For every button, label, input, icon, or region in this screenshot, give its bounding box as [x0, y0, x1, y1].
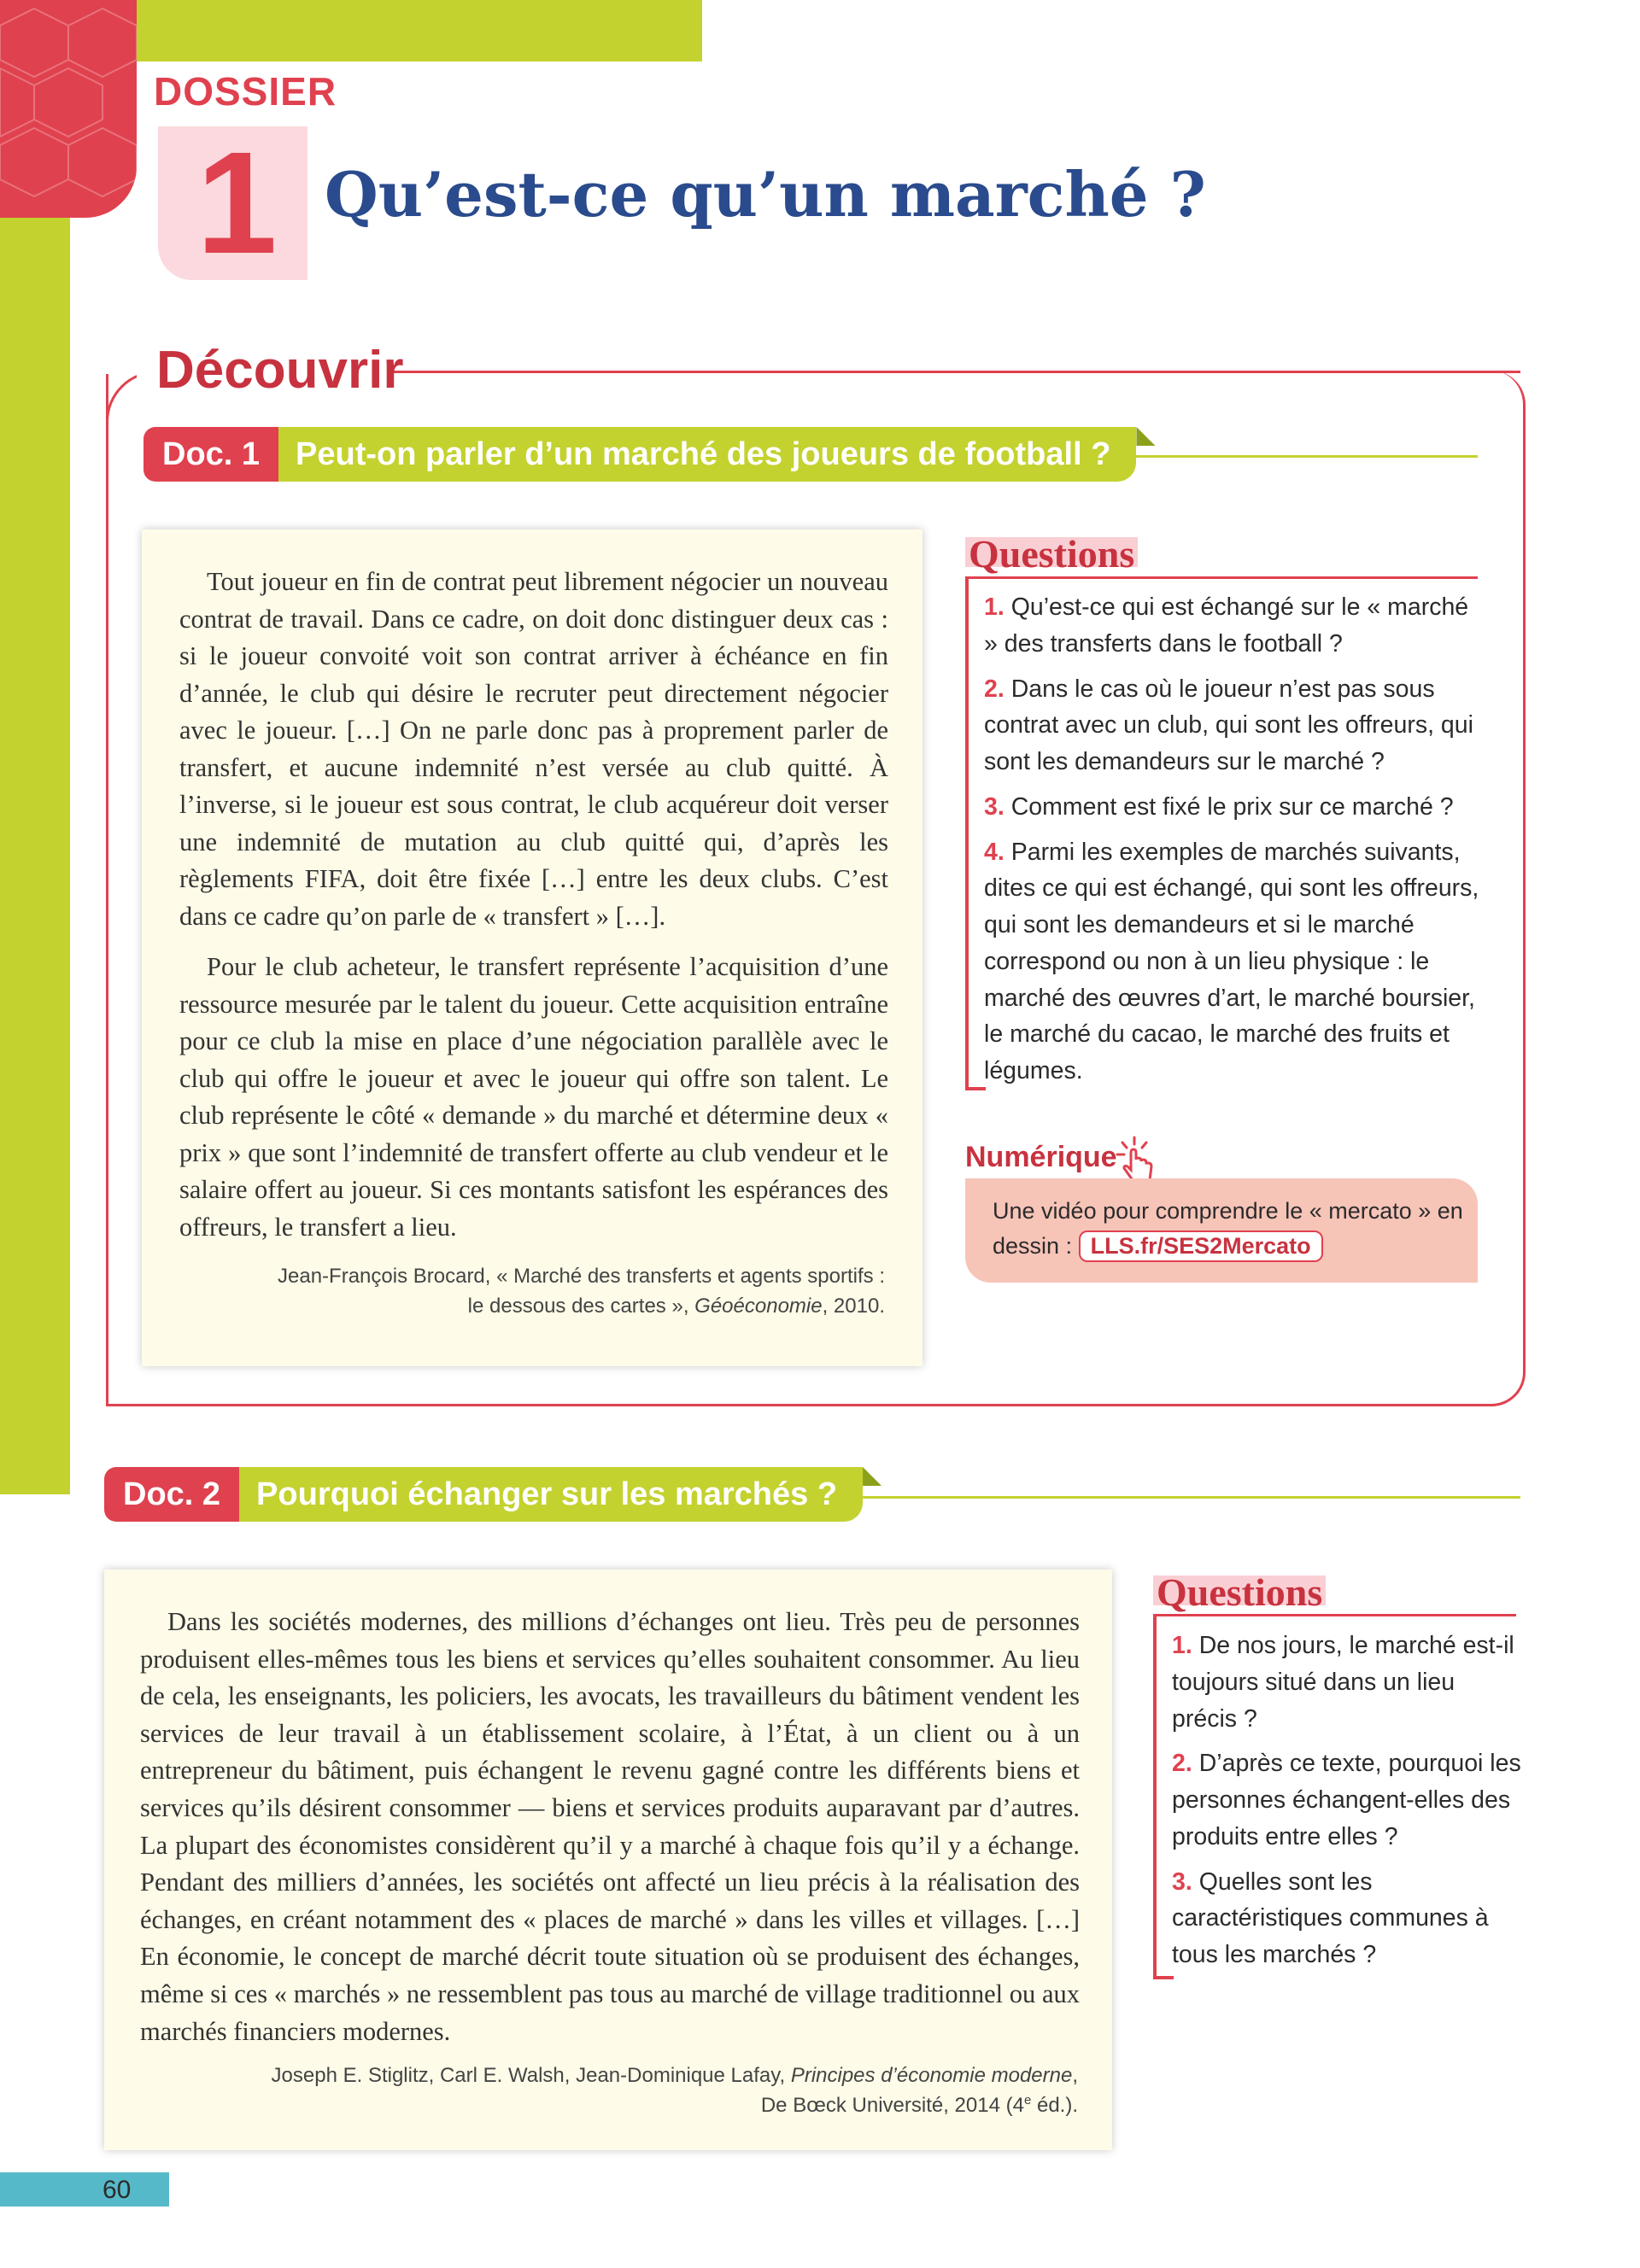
doc1-source: Jean-François Brocard, « Marché des transferts et agents sportifs : le dessous des cartes », Géoéconomie, 2010. [278, 1265, 885, 1318]
page-title: Qu’est-ce qu’un marché ? [325, 158, 1206, 231]
section-title-decouvrir: Découvrir [156, 341, 404, 400]
page-number-tab [0, 2172, 169, 2207]
tap-hand-icon [1110, 1134, 1162, 1185]
numerique-box [965, 1178, 1478, 1283]
dossier-label: DOSSIER [154, 69, 337, 114]
dossier-number: 1 [196, 122, 278, 284]
doc2-questions-list [1172, 1628, 1522, 1982]
doc2-paragraph: Dans les sociétés modernes, des millions d’échanges ont lieu. Très peu de personnes produisent elles-mêmes tous les biens et services qu’elles souhaitent consommer. Au lieu de cela, les enseignants, les policiers, les avocats, les travailleurs du bâtiment vendent les services de leur travail à un établissement scolaire, à l’État, à un client ou à un entrepreneur du bâtiment, puis échangent le revenu gagné contre les différents biens et services qu’ils désirent consommer — biens et services produits auparavant par d’autres. La plupart des économistes considèrent qu’il y a marché à chaque fois qu’il y a échange. Pendant des milliers d’années, les sociétés ont affecté un lieu précis à la réalisation des échanges, en créant notamment des « places de marché » dans les villes et villages. […] En économie, le concept de marché décrit toute situation où se produisent des échanges, même si ces « marchés » ne ressemblent pas tous au marché de village traditionnel ou aux marchés financiers modernes. [140, 1607, 1080, 2046]
question-item: 4. Parmi les exemples de marchés suivants, dites ce qui est échangé, qui sont les offreurs, qui sont les demandeurs et si le marché correspond ou non à un lieu physique : le marché des œuvres d’art, le marché boursier, le marché du cacao, le marché des fruits et légumes. [984, 838, 1479, 1084]
doc1-paragraph: Tout joueur en fin de contrat peut librement négocier un nouveau contrat de travail. Dans ce cadre, on doit donc distinguer deux cas : si le joueur convoité voit son contrat arriver à échéance en fin d’année, le club qui désire le recruter peut directement négocier avec le joueur. […] On ne parle donc pas à proprement parler de transfert, et aucune indemnité n’est versée au club quitté. À l’inverse, si le joueur est sous contrat, le club acquéreur doit verser une indemnité de mutation au club quitté qui, d’après les règlements FIFA, doit être fixée […] entre les deux clubs. C’est dans ce cadre qu’on parle de « transfert » […]. [179, 567, 888, 931]
top-green-bar [70, 0, 702, 61]
mercato-video-link[interactable]: LLS.fr/SES2Mercato [1079, 1230, 1323, 1263]
doc2-textbox [104, 1569, 1112, 2150]
question-item: 3. Quelles sont les caractéristiques communes à tous les marchés ? [1172, 1868, 1489, 1968]
decouvrir-line [393, 371, 1520, 373]
doc2-number: Doc. 2 [104, 1467, 239, 1522]
doc1-questions-list [984, 589, 1488, 1098]
doc2-questions-heading-wrap [1153, 1569, 1326, 1615]
doc1-banner [144, 427, 1155, 482]
doc1-questions-heading-wrap [965, 531, 1138, 576]
doc1-number: Doc. 1 [144, 427, 278, 482]
doc2-rule [854, 1496, 1520, 1499]
question-item: 2. D’après ce texte, pourquoi les personnes échangent-elles des produits entre elles ? [1172, 1750, 1521, 1850]
page-number: 60 [102, 2176, 132, 2204]
doc2-title: Pourquoi échanger sur les marchés ? [239, 1467, 863, 1522]
red-corner-tab [0, 0, 137, 218]
question-item: 3. Comment est fixé le prix sur ce marché ? [984, 792, 1454, 821]
left-green-bar [0, 0, 70, 1494]
question-item: 1. De nos jours, le marché est-il toujours situé dans un lieu précis ? [1172, 1632, 1514, 1733]
doc1-rule [1128, 455, 1478, 458]
doc1-textbox [142, 529, 922, 1366]
dossier-number-box [158, 122, 308, 284]
question-item: 1. Qu’est-ce qui est échangé sur le « marché » des transferts dans le football ? [984, 593, 1469, 658]
questions-heading: Questions [965, 532, 1138, 576]
question-item: 2. Dans le cas où le joueur n’est pas sous contrat avec un club, qui sont les offreurs, qui sont les demandeurs sur le marché ? [984, 675, 1473, 775]
numerique-text: Une vidéo pour comprendre le « mercato » en dessin : [993, 1198, 1463, 1259]
doc1-title: Peut-on parler d’un marché des joueurs de football ? [278, 427, 1136, 482]
hexagon-pattern-icon [0, 0, 137, 218]
numerique-label: Numérique [965, 1141, 1117, 1173]
questions-heading: Questions [1153, 1570, 1326, 1614]
doc2-banner [104, 1467, 882, 1522]
doc1-paragraph: Pour le club acheteur, le transfert représente l’acquisition d’une ressource mesurée par le talent du joueur. Cette acquisition entraîne pour ce club la mise en place d’une négociation parallèle avec le club qui offre le joueur et avec le joueur qui offre son talent. Le club représente le côté « demande » du marché et détermine deux « prix » que sont l’indemnité de transfert offerte au club vendeur et le salaire offert au joueur. Si ces montants satisfont les espérances des offreurs, le transfert a lieu. [179, 952, 888, 1242]
doc2-source: Joseph E. Stiglitz, Carl E. Walsh, Jean-Dominique Lafay, Principes d’économie moderne, De Bœck Université, 2014 (4e éd.). [271, 2064, 1078, 2117]
